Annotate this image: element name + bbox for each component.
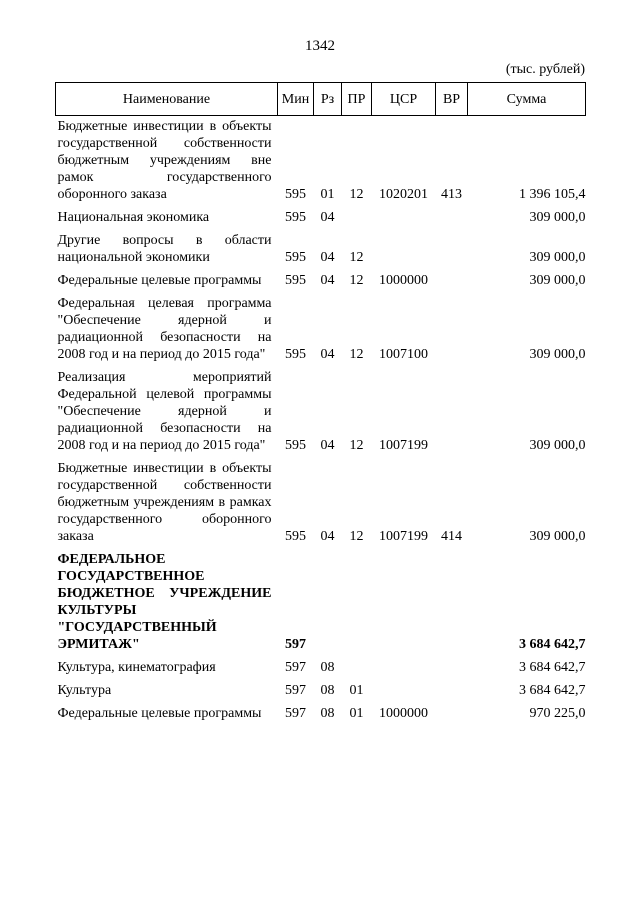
cell-min: 597 xyxy=(285,660,306,675)
cell-name: ФЕДЕРАЛЬНОЕ ГОСУДАРСТВЕННОЕ БЮДЖЕТНОЕ УЧРЕЖДЕНИЕ КУЛЬТУРЫ "ГОСУДАРСТВЕННЫЙ ЭРМИТАЖ" xyxy=(57,552,272,652)
cell-rz: 04 xyxy=(320,347,335,362)
cell-min: 595 xyxy=(285,347,306,362)
cell-vr xyxy=(436,367,468,458)
cell-sum: 3 684 642,7 xyxy=(519,683,586,698)
cell-name: Национальная экономика xyxy=(57,210,210,225)
table-header-row xyxy=(56,83,586,116)
header-pr: ПР xyxy=(342,83,372,116)
cell-min: 595 xyxy=(285,187,306,202)
table-row xyxy=(56,207,586,230)
cell-csr: 1000000 xyxy=(379,273,428,288)
cell-csr xyxy=(372,549,436,657)
cell-pr: 12 xyxy=(349,187,364,202)
table-row xyxy=(56,703,586,726)
cell-csr: 1007199 xyxy=(379,529,428,544)
cell-csr: 1007100 xyxy=(379,347,428,362)
cell-rz: 08 xyxy=(320,706,335,721)
cell-csr: 1007199 xyxy=(379,438,428,453)
cell-rz: 08 xyxy=(320,660,335,675)
cell-rz: 04 xyxy=(320,273,335,288)
cell-vr xyxy=(436,680,468,703)
cell-min: 595 xyxy=(285,250,306,265)
cell-sum: 3 684 642,7 xyxy=(519,660,586,675)
table-row xyxy=(56,230,586,270)
cell-sum: 309 000,0 xyxy=(529,529,586,544)
cell-pr: 12 xyxy=(349,529,364,544)
cell-pr: 12 xyxy=(349,438,364,453)
cell-csr: 1020201 xyxy=(379,187,428,202)
cell-rz: 04 xyxy=(320,529,335,544)
cell-name: Бюджетные инвестиции в объекты государственной собственности бюджетным учреждениям в рамках государственного оборонного заказа xyxy=(57,461,272,544)
cell-rz: 08 xyxy=(320,683,335,698)
table-row xyxy=(56,458,586,549)
cell-vr xyxy=(436,703,468,726)
cell-vr xyxy=(436,657,468,680)
table-row xyxy=(56,270,586,293)
cell-name: Бюджетные инвестиции в объекты государственной собственности бюджетным учреждениям вне рамок государственного оборонного заказа xyxy=(57,119,272,202)
cell-sum: 309 000,0 xyxy=(529,347,586,362)
header-csr: ЦСР xyxy=(372,83,436,116)
cell-pr: 12 xyxy=(349,347,364,362)
cell-rz xyxy=(314,549,342,657)
table-body xyxy=(56,116,586,727)
cell-sum: 970 225,0 xyxy=(529,706,586,721)
header-min: Мин xyxy=(278,83,314,116)
cell-sum: 3 684 642,7 xyxy=(519,637,586,652)
cell-sum: 309 000,0 xyxy=(529,210,586,225)
cell-name: Федеральные целевые программы xyxy=(57,706,262,721)
cell-vr xyxy=(436,270,468,293)
cell-csr xyxy=(372,230,436,270)
table-row xyxy=(56,549,586,657)
cell-pr: 12 xyxy=(349,250,364,265)
cell-min: 597 xyxy=(285,706,306,721)
cell-pr: 12 xyxy=(349,273,364,288)
cell-sum: 309 000,0 xyxy=(529,273,586,288)
header-vr: ВР xyxy=(436,83,468,116)
cell-name: Федеральные целевые программы xyxy=(57,273,262,288)
header-sum: Сумма xyxy=(468,83,586,116)
cell-csr xyxy=(372,657,436,680)
cell-vr xyxy=(436,230,468,270)
cell-min: 595 xyxy=(285,210,306,225)
cell-min: 595 xyxy=(285,273,306,288)
cell-sum: 1 396 105,4 xyxy=(519,187,586,202)
cell-min: 595 xyxy=(285,529,306,544)
cell-csr xyxy=(372,680,436,703)
cell-rz: 04 xyxy=(320,210,335,225)
table-row xyxy=(56,680,586,703)
cell-rz: 04 xyxy=(320,438,335,453)
table-row xyxy=(56,116,586,208)
cell-vr xyxy=(436,293,468,367)
cell-pr xyxy=(342,549,372,657)
cell-csr: 1000000 xyxy=(379,706,428,721)
cell-vr xyxy=(436,207,468,230)
cell-name: Культура, кинематография xyxy=(57,660,216,675)
cell-pr xyxy=(342,657,372,680)
cell-min: 595 xyxy=(285,438,306,453)
cell-rz: 01 xyxy=(320,187,335,202)
cell-name: Культура xyxy=(57,683,112,698)
units-note: (тыс. рублей) xyxy=(505,62,585,77)
header-name: Наименование xyxy=(56,83,278,116)
cell-pr xyxy=(342,207,372,230)
header-rz: Рз xyxy=(314,83,342,116)
cell-name: Федеральная целевая программа "Обеспечение ядерной и радиационной безопасности на 2008 год и на период до 2015 года" xyxy=(57,296,272,362)
cell-min: 597 xyxy=(285,637,306,652)
cell-pr: 01 xyxy=(349,683,364,698)
cell-pr: 01 xyxy=(349,706,364,721)
cell-min: 597 xyxy=(285,683,306,698)
cell-rz: 04 xyxy=(320,250,335,265)
cell-csr xyxy=(372,207,436,230)
table-row xyxy=(56,657,586,680)
cell-sum: 309 000,0 xyxy=(529,438,586,453)
cell-vr xyxy=(436,549,468,657)
page-number: 1342 xyxy=(305,38,335,54)
cell-name: Другие вопросы в области национальной экономики xyxy=(57,233,272,265)
table-row xyxy=(56,293,586,367)
cell-vr: 414 xyxy=(441,529,462,544)
cell-vr: 413 xyxy=(441,187,462,202)
budget-table xyxy=(55,82,586,726)
table-row xyxy=(56,367,586,458)
cell-sum: 309 000,0 xyxy=(529,250,586,265)
cell-name: Реализация мероприятий Федеральной целевой программы "Обеспечение ядерной и радиационной безопасности на 2008 год и на период до 2015 года" xyxy=(57,370,272,453)
